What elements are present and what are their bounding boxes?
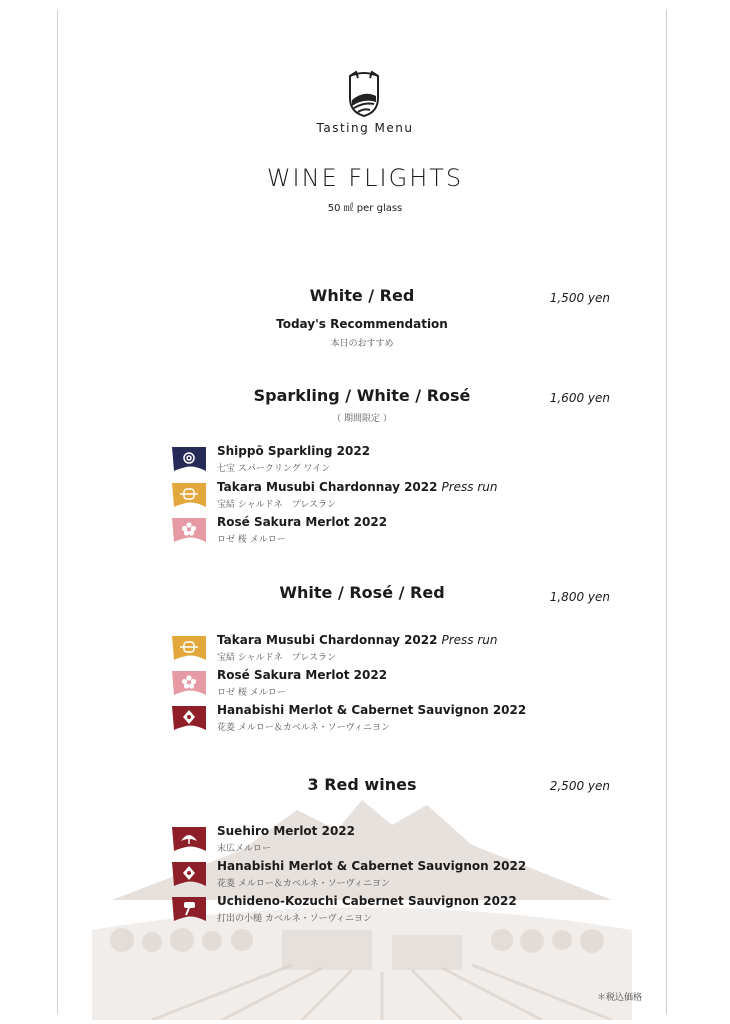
wine-name-jp: 七宝 スパークリング ワイン <box>217 464 331 474</box>
shippo-flower-icon <box>172 447 206 471</box>
wine-name: Shippō Sparkling 2022 <box>217 444 371 458</box>
section-title-white-rose-red: White / Rosé / Red <box>279 583 445 602</box>
musubi-knot-icon <box>172 483 206 507</box>
wine-name: Uchideno-Kozuchi Cabernet Sauvignon 2022 <box>217 894 517 908</box>
fan-icon <box>172 827 206 851</box>
serving-size: 50 ㎖ per glass <box>327 203 403 214</box>
hanabishi-icon <box>172 862 206 886</box>
wine-name-jp: 花菱 メルロー＆カベルネ・ソーヴィニヨン <box>217 879 391 889</box>
wine-name: Hanabishi Merlot & Cabernet Sauvignon 2022 <box>217 703 527 717</box>
eyebrow-label: Tasting Menu <box>316 121 414 135</box>
winery-crest-logo-icon <box>346 70 382 118</box>
musubi-knot-icon <box>172 636 206 660</box>
sakura-icon <box>172 518 206 542</box>
wine-name-jp: ロゼ 桜 メルロー <box>217 688 286 698</box>
wine-name-jp: 末広メルロー <box>217 844 272 854</box>
hanabishi-icon <box>172 706 206 730</box>
wine-name-jp: 花菱 メルロー＆カベルネ・ソーヴィニヨン <box>217 723 391 733</box>
wine-name: Rosé Sakura Merlot 2022 <box>217 668 388 682</box>
section-price-white-red: 1,500 yen <box>549 291 610 305</box>
wine-name-jp: 宝結 シャルドネ プレスラン <box>217 500 336 510</box>
section-title-3-red-wines: 3 Red wines <box>307 775 417 794</box>
page-title: WINE FLIGHTS <box>266 164 464 192</box>
wine-name-jp: 宝結 シャルドネ プレスラン <box>217 653 336 663</box>
wine-name: Takara Musubi Chardonnay 2022 Press run <box>217 480 498 494</box>
mallet-icon <box>172 897 206 921</box>
right-border <box>666 10 667 1014</box>
tax-included-note: ＊税込価格 <box>596 993 642 1003</box>
wine-name-jp: ロゼ 桜 メルロー <box>217 535 286 545</box>
wine-name: Rosé Sakura Merlot 2022 <box>217 515 388 529</box>
sakura-icon <box>172 671 206 695</box>
limited-period-note: （ 期間限定 ） <box>332 414 392 424</box>
section-price-white-rose-red: 1,800 yen <box>549 590 610 604</box>
section-price-sparkling-white-rose: 1,600 yen <box>549 391 610 405</box>
wine-name: Hanabishi Merlot & Cabernet Sauvignon 2022 <box>217 859 527 873</box>
section-title-white-red: White / Red <box>309 286 415 305</box>
section-subtitle-jp: 本日のおすすめ <box>330 339 394 349</box>
section-price-3-red-wines: 2,500 yen <box>549 779 610 793</box>
section-subtitle: Today's Recommendation <box>276 317 448 331</box>
wine-name-jp: 打出の小槌 カベルネ・ソーヴィニヨン <box>217 914 373 924</box>
wine-name: Takara Musubi Chardonnay 2022 Press run <box>217 633 498 647</box>
wine-name: Suehiro Merlot 2022 <box>217 824 355 838</box>
section-title-sparkling-white-rose: Sparkling / White / Rosé <box>253 386 471 405</box>
left-border <box>57 10 58 1014</box>
